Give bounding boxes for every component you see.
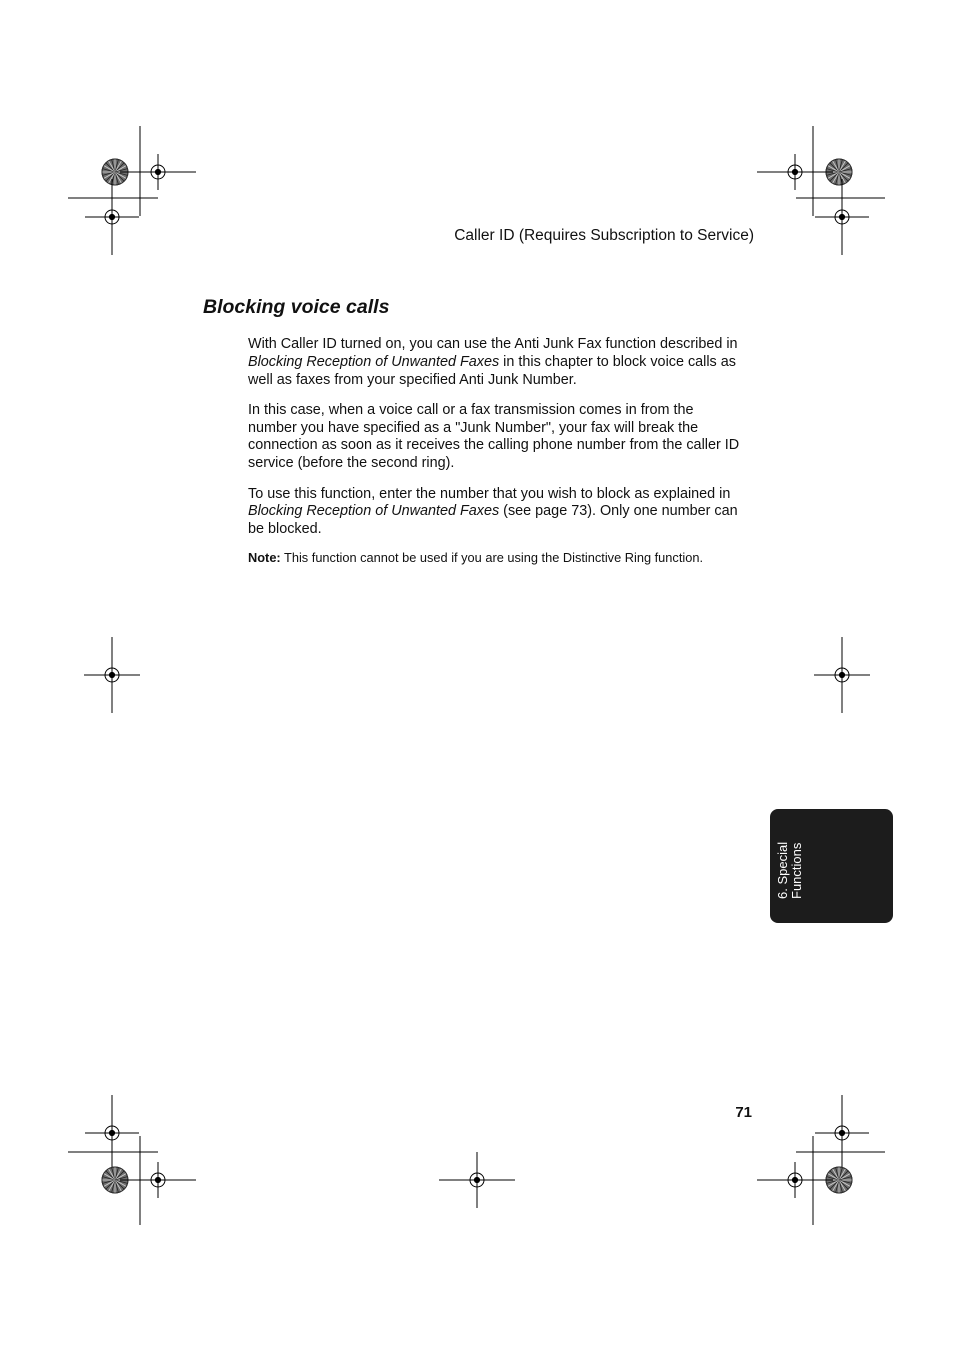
registration-dot [155, 1177, 160, 1182]
note-text: This function cannot be used if you are using the Distinctive Ring function. [280, 550, 704, 566]
body-text [248, 336, 740, 579]
registration-dot [792, 1177, 797, 1182]
section-title: Blocking voice calls [203, 296, 390, 318]
paragraph-1 [248, 336, 740, 389]
page-number: 71 [735, 1104, 752, 1121]
paragraph-1-text-b: in this chapter to block voice calls as well as faxes from your specified Anti Junk Number. [248, 353, 736, 388]
registration-dot [109, 672, 114, 677]
note-label: Note: [248, 550, 281, 566]
registration-dot [839, 672, 844, 677]
registration-dot [839, 214, 844, 219]
registration-dot [155, 169, 160, 174]
printer-marks [68, 126, 885, 1225]
note [248, 550, 740, 566]
chapter-side-tab-line-1: 6. Special [775, 841, 790, 899]
paragraph-3-text-a: To use this function, enter the number that you wish to block as explained in [248, 485, 731, 502]
chapter-side-tab-line-2: Functions [788, 842, 804, 899]
registration-dot [109, 214, 114, 219]
chapter-side-tab-label [776, 789, 803, 899]
paragraph-1-text-a: With Caller ID turned on, you can use the Anti Junk Fax function described in [248, 336, 738, 352]
registration-dot [839, 1130, 844, 1135]
paragraph-3 [248, 486, 740, 539]
paragraph-3-text-b: (see page 73). Only one number can be blocked. [248, 503, 738, 538]
registration-dot [474, 1177, 479, 1182]
registration-dot [109, 1130, 114, 1135]
running-header: Caller ID (Requires Subscription to Service) [454, 227, 754, 244]
paragraph-2: In this case, when a voice call or a fax transmission comes in from the number you have specified as a "Junk Number", your fax will break the connection as soon as it receives the calling phone number from the caller ID service (before the second ring). [248, 401, 740, 472]
registration-dot [792, 169, 797, 174]
paragraph-1-reference: Blocking Reception of Unwanted Faxes [248, 353, 500, 370]
paragraph-3-reference: Blocking Reception of Unwanted Faxes [248, 503, 500, 520]
